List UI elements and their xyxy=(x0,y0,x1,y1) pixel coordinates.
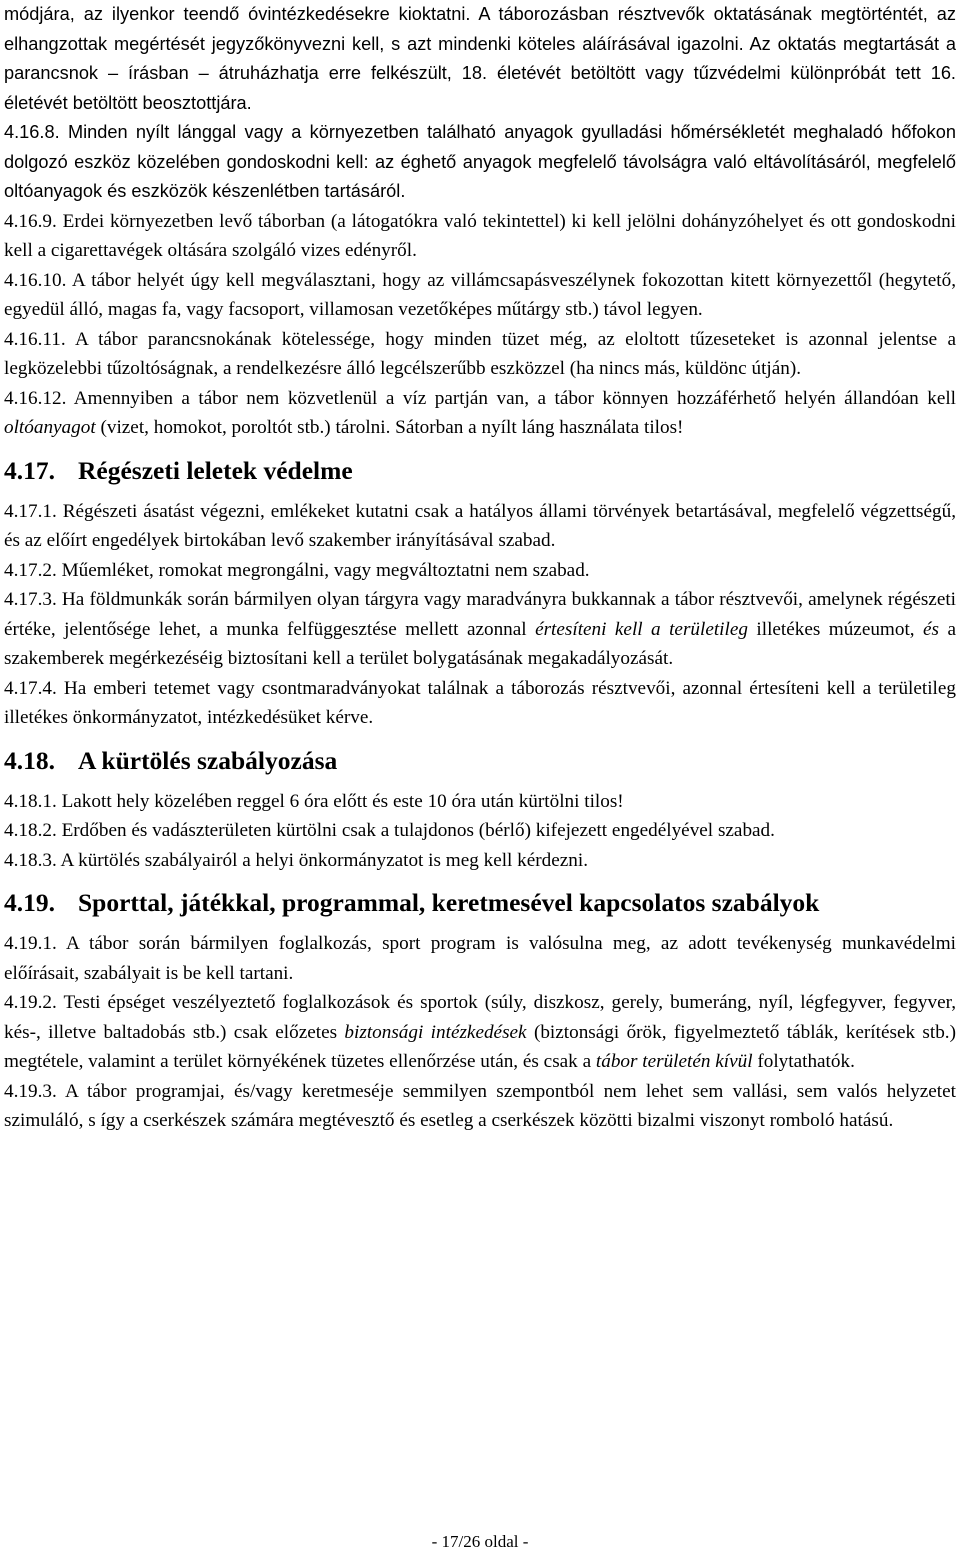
paragraph-4-17-1: 4.17.1. Régészeti ásatást végezni, emlékeket kutatni csak a hatályos állami törvények betartásával, megfelelő végzettségű, és az előírt engedélyek birtokában levő szakember irányításával szabad. xyxy=(4,500,956,551)
item-number: 4.16.9. xyxy=(4,210,57,232)
section-heading-4-17: 4.17. Régészeti leletek védelme xyxy=(4,455,353,485)
paragraph-4-18-1: 4.18.1. Lakott hely közelében reggel 6 óra előtt és este 10 óra után kürtölni tilos! xyxy=(4,790,624,812)
item-number: 4.16.11. xyxy=(4,328,66,350)
paragraph-4-17-3: 4.17.3. Ha földmunkák során bármilyen olyan tárgyra vagy maradványra bukkannak a tábor résztvevői, amelynek régészeti értéke, jelentősége lehet, a munka felfüggesztése mellett azonnal értesíteni kell a területileg illetékes múzeumot, és a szakemberek megérkezéséig biztosítani kell a terület bolygatásának megakadályozását. xyxy=(4,589,956,669)
paragraph-4-18-2: 4.18.2. Erdőben és vadászterületen kürtölni csak a tulajdonos (bérlő) kifejezett engedélyével szabad. xyxy=(4,820,775,841)
page-number-footer: - 17/26 oldal - xyxy=(431,1532,529,1551)
item-number: 4.17.2. xyxy=(4,559,57,581)
paragraph-4-19-2: 4.19.2. Testi épséget veszélyeztető foglalkozások és sportok (súly, diszkosz, gerely, bumeráng, nyíl, légfegyver, fegyver, kés-, illetve baltadobás stb.) csak előzetes biztonsági intézkedések (biztonsági őrök, figyelmeztető táblák, kerítések stb.) megtétele, valamint a terület környékének tüzetes ellenőrzése után, és csak a tábor területén kívül folytathatók. xyxy=(4,992,956,1072)
item-number: 4.19.3. xyxy=(4,1080,57,1102)
item-number: 4.17.1. xyxy=(4,500,57,522)
item-number: 4.19.1. xyxy=(4,933,57,954)
item-number: 4.16.12. xyxy=(4,387,67,409)
paragraph-4-19-3: 4.19.3. A tábor programjai, és/vagy keretmeséje semmilyen szempontból nem lehet sem vallási, sem valós helyzetet szimuláló, s így a cserkészek számára megtévesztő és esetleg a cserkészek közötti bizalmi viszonyt romboló hatású. xyxy=(4,1080,956,1131)
paragraph-4-16-12: 4.16.12. Amennyiben a tábor nem közvetlenül a víz partján van, a tábor könnyen hozzáférhető helyén állandóan kell oltóanyagot (vizet, homokot, poroltót stb.) tárolni. Sátorban a nyílt láng használata tilos! xyxy=(4,387,956,438)
paragraph-4-19-1: 4.19.1. A tábor során bármilyen foglalkozás, sport program is valósulna meg, az adott tevékenység munkavédelmi előírásait, szabályait is be kell tartani. xyxy=(4,933,956,984)
item-number: 4.19.2. xyxy=(4,992,57,1013)
item-number: 4.16.10. xyxy=(4,269,67,291)
paragraph-4-16-9: 4.16.9. Erdei környezetben levő táborban (a látogatókra való tekintettel) ki kell jelölni dohányzóhelyet és ott gondoskodni kell a cigarettavégek oltására szolgáló vizes edényről. xyxy=(4,210,957,261)
document-page xyxy=(4,0,956,1136)
section-heading-4-18: 4.18. A kürtölés szabályozása xyxy=(4,745,338,775)
paragraph-4-18-3: 4.18.3. A kürtölés szabályairól a helyi önkormányzatot is meg kell kérdezni. xyxy=(4,849,589,871)
paragraph-continuation: módjára, az ilyenkor teendő óvintézkedésekre kioktatni. A táborozásban résztvevők oktatásának megtörténtét, az elhangzottak megértését jegyzőkönyvezni kell, s azt mindenki köteles aláírásával igazolni. Az oktatás megtartását a parancsnok – írásban – átruházhatja erre felkészült, 18. életévét betöltött vagy tűzvédelmi különpróbát tett 16. életévét betöltött beosztottjára. xyxy=(4,4,956,113)
paragraph-4-16-8: 4.16.8. Minden nyílt lánggal vagy a környezetben található anyagok gyulladási hőmérsékletét meghaladó hőfokon dolgozó eszköz közelében gondoskodni kell: az éghető anyagok megfelelő távolságra való eltávolításáról, megfelelő oltóanyagok és eszközök készenlétben tartásáról. xyxy=(4,122,956,201)
section-heading-4-19: 4.19. Sporttal, játékkal, programmal, keretmesével kapcsolatos szabályok xyxy=(4,888,820,917)
item-number: 4.18.1. xyxy=(4,790,57,812)
paragraph-4-16-10: 4.16.10. A tábor helyét úgy kell megválasztani, hogy az villámcsapásveszélynek fokozottan kitett környezettől (hegytető, egyedül álló, magas fa, vagy facsoport, villamosan vezetőképes műtárgy stb.) távol legyen. xyxy=(4,269,957,320)
item-number: 4.18.3. xyxy=(4,849,57,871)
item-number: 4.17.4. xyxy=(4,677,57,699)
paragraph-4-17-2: 4.17.2. Műemléket, romokat megrongálni, vagy megváltoztatni nem szabad. xyxy=(4,559,590,581)
paragraph-4-17-4: 4.17.4. Ha emberi tetemet vagy csontmaradványokat találnak a táborozás résztvevői, azonnal értesíteni kell a területileg illetékes önkormányzatot, intézkedésüket kérve. xyxy=(4,677,957,728)
item-number: 4.17.3. xyxy=(4,589,57,610)
item-number: 4.16.8. xyxy=(4,122,60,142)
paragraph-4-16-11: 4.16.11. A tábor parancsnokának kötelessége, hogy minden tüzet még, az eloltott tűzeseteket is azonnal jelentse a legközelebbi tűzoltóságnak, a rendelkezésre álló legcélszerűbb eszközzel (ha nincs más, küldönc útján). xyxy=(4,328,956,379)
item-number: 4.18.2. xyxy=(4,820,57,841)
